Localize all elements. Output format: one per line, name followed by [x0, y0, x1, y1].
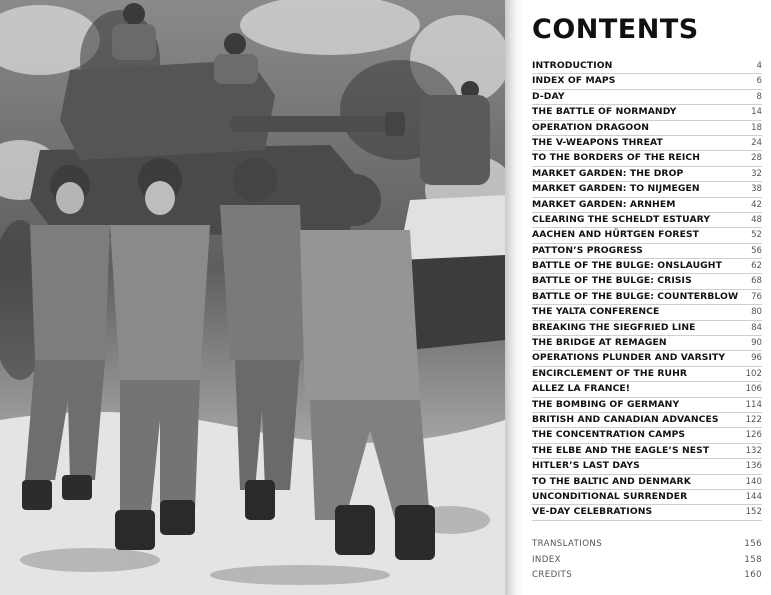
toc-entry-title: BATTLE OF THE BULGE: CRISIS — [532, 275, 692, 287]
toc-entry-title: THE BRIDGE AT REMAGEN — [532, 337, 667, 349]
toc-entry-page: 18 — [751, 122, 762, 133]
toc-entry-title: ENCIRCLEMENT OF THE RUHR — [532, 367, 688, 379]
toc-entry[interactable] — [532, 553, 762, 569]
toc-entry-page: 24 — [751, 137, 762, 148]
toc-entry-title: THE YALTA CONFERENCE — [532, 306, 660, 318]
toc-entry[interactable] — [532, 198, 762, 213]
toc-entry[interactable] — [532, 351, 762, 366]
toc-entry[interactable] — [532, 537, 762, 553]
toc-entry[interactable] — [532, 428, 762, 443]
toc-entry-page: 106 — [745, 384, 762, 395]
toc-entry[interactable] — [532, 382, 762, 397]
toc-entry[interactable] — [532, 74, 762, 89]
toc-entry[interactable] — [532, 274, 762, 289]
toc-entry[interactable] — [532, 367, 762, 382]
toc-entry-title: BRITISH AND CANADIAN ADVANCES — [532, 413, 719, 425]
toc-entry-title: THE BATTLE OF NORMANDY — [532, 106, 677, 118]
toc-entry-page: 140 — [745, 476, 762, 487]
toc-entry[interactable] — [532, 182, 762, 197]
toc-entry-page: 62 — [751, 261, 762, 272]
toc-entry-title: INTRODUCTION — [532, 60, 613, 71]
toc-entry[interactable] — [532, 213, 762, 228]
toc-entry-page: 84 — [751, 322, 762, 333]
toc-entry[interactable] — [532, 105, 762, 120]
toc-entry[interactable] — [532, 167, 762, 182]
toc-entry-title: HITLER’S LAST DAYS — [532, 460, 640, 472]
toc-entry-page: 4 — [756, 61, 762, 71]
toc-entry-page: 32 — [751, 168, 762, 179]
toc-entry-page: 42 — [751, 199, 762, 210]
toc-entry[interactable] — [532, 475, 762, 490]
toc-entry-title: BREAKING THE SIEGFRIED LINE — [532, 321, 696, 333]
toc-entry-title: BATTLE OF THE BULGE: ONSLAUGHT — [532, 260, 722, 272]
toc-entry-title: THE ELBE AND THE EAGLE’S NEST — [532, 444, 710, 456]
toc-entry[interactable] — [532, 290, 762, 305]
toc-entry[interactable] — [532, 490, 762, 505]
toc-entry[interactable] — [532, 413, 762, 428]
toc-entry-title: D-DAY — [532, 90, 565, 102]
toc-entry[interactable] — [532, 259, 762, 274]
toc-entry-page: 156 — [744, 539, 762, 549]
toc-entry[interactable] — [532, 444, 762, 459]
toc-entry-title: INDEX OF MAPS — [532, 75, 616, 87]
toc-entry-title: OPERATIONS PLUNDER AND VARSITY — [532, 352, 726, 364]
toc-entry-page: 76 — [751, 291, 762, 302]
contents-title: CONTENTS — [532, 14, 699, 45]
toc-entry-title: MARKET GARDEN: TO NIJMEGEN — [532, 183, 700, 195]
toc-entry-page: 56 — [751, 245, 762, 256]
toc-entry-page: 8 — [756, 91, 762, 102]
toc-entry-page: 68 — [751, 276, 762, 287]
toc-entry-page: 90 — [751, 338, 762, 349]
toc-entry-title: TO THE BORDERS OF THE REICH — [532, 152, 701, 164]
toc-entry-title: ALLEZ LA FRANCE! — [532, 383, 631, 395]
toc-entry-title: AACHEN AND HÜRTGEN FOREST — [532, 229, 700, 241]
toc-entry-title: CREDITS — [532, 570, 573, 580]
toc-entry-title: OPERATION DRAGOON — [532, 121, 650, 133]
toc-entry-title: THE V-WEAPONS THREAT — [532, 136, 663, 148]
contents-panel — [532, 0, 762, 595]
toc-entry-page: 6 — [756, 76, 762, 87]
toc-entry-title: MARKET GARDEN: ARNHEM — [532, 198, 676, 210]
toc-entry-title: BATTLE OF THE BULGE: COUNTERBLOW — [532, 290, 739, 302]
toc-entry-page: 158 — [744, 554, 762, 565]
toc-entry[interactable] — [532, 321, 762, 336]
toc-entry-page: 52 — [751, 230, 762, 241]
toc-entry[interactable] — [532, 505, 762, 520]
toc-entry[interactable] — [532, 305, 762, 320]
toc-entry-title: INDEX — [532, 554, 561, 565]
toc-entry-page: 14 — [751, 107, 762, 118]
toc-entry-page: 136 — [745, 461, 762, 472]
toc-entry-title: THE BOMBING OF GERMANY — [532, 398, 680, 410]
toc-entry-page: 48 — [751, 214, 762, 225]
toc-entry-page: 144 — [745, 491, 762, 502]
toc-entry-title: CLEARING THE SCHELDT ESTUARY — [532, 213, 711, 225]
toc-entry-title: MARKET GARDEN: THE DROP — [532, 167, 684, 179]
toc-entry-title: VE-DAY CELEBRATIONS — [532, 506, 653, 518]
toc-entry[interactable] — [532, 459, 762, 474]
toc-entry[interactable] — [532, 336, 762, 351]
toc-entry-title: TRANSLATIONS — [532, 539, 603, 549]
toc-entry-title: UNCONDITIONAL SURRENDER — [532, 490, 688, 502]
page-gutter — [505, 0, 524, 595]
toc-entry[interactable] — [532, 568, 762, 584]
toc-entry[interactable] — [532, 228, 762, 243]
toc-entry-title: THE CONCENTRATION CAMPS — [532, 429, 686, 441]
toc-entry[interactable] — [532, 121, 762, 136]
toc-entry-page: 96 — [751, 353, 762, 364]
toc-entry-page: 114 — [745, 399, 762, 410]
toc-entry[interactable] — [532, 244, 762, 259]
toc-entry-page: 38 — [751, 184, 762, 195]
toc-entry-title: PATTON’S PROGRESS — [532, 244, 643, 256]
toc-entry[interactable] — [532, 136, 762, 151]
toc-entry-page: 132 — [745, 445, 762, 456]
back-matter-list — [532, 537, 762, 584]
toc-entry-page: 152 — [745, 507, 762, 518]
toc-entry[interactable] — [532, 59, 762, 74]
toc-entry[interactable] — [532, 398, 762, 413]
toc-entry-page: 102 — [745, 368, 762, 379]
toc-entry-page: 80 — [751, 307, 762, 318]
toc-entry-page: 28 — [751, 153, 762, 164]
toc-entry[interactable] — [532, 90, 762, 105]
toc-entry[interactable] — [532, 151, 762, 166]
toc-entry-page: 122 — [745, 414, 762, 425]
toc-entry-title: TO THE BALTIC AND DENMARK — [532, 475, 691, 487]
toc-list — [532, 59, 762, 521]
toc-entry-page: 126 — [745, 430, 762, 441]
toc-entry-page: 160 — [744, 570, 762, 580]
